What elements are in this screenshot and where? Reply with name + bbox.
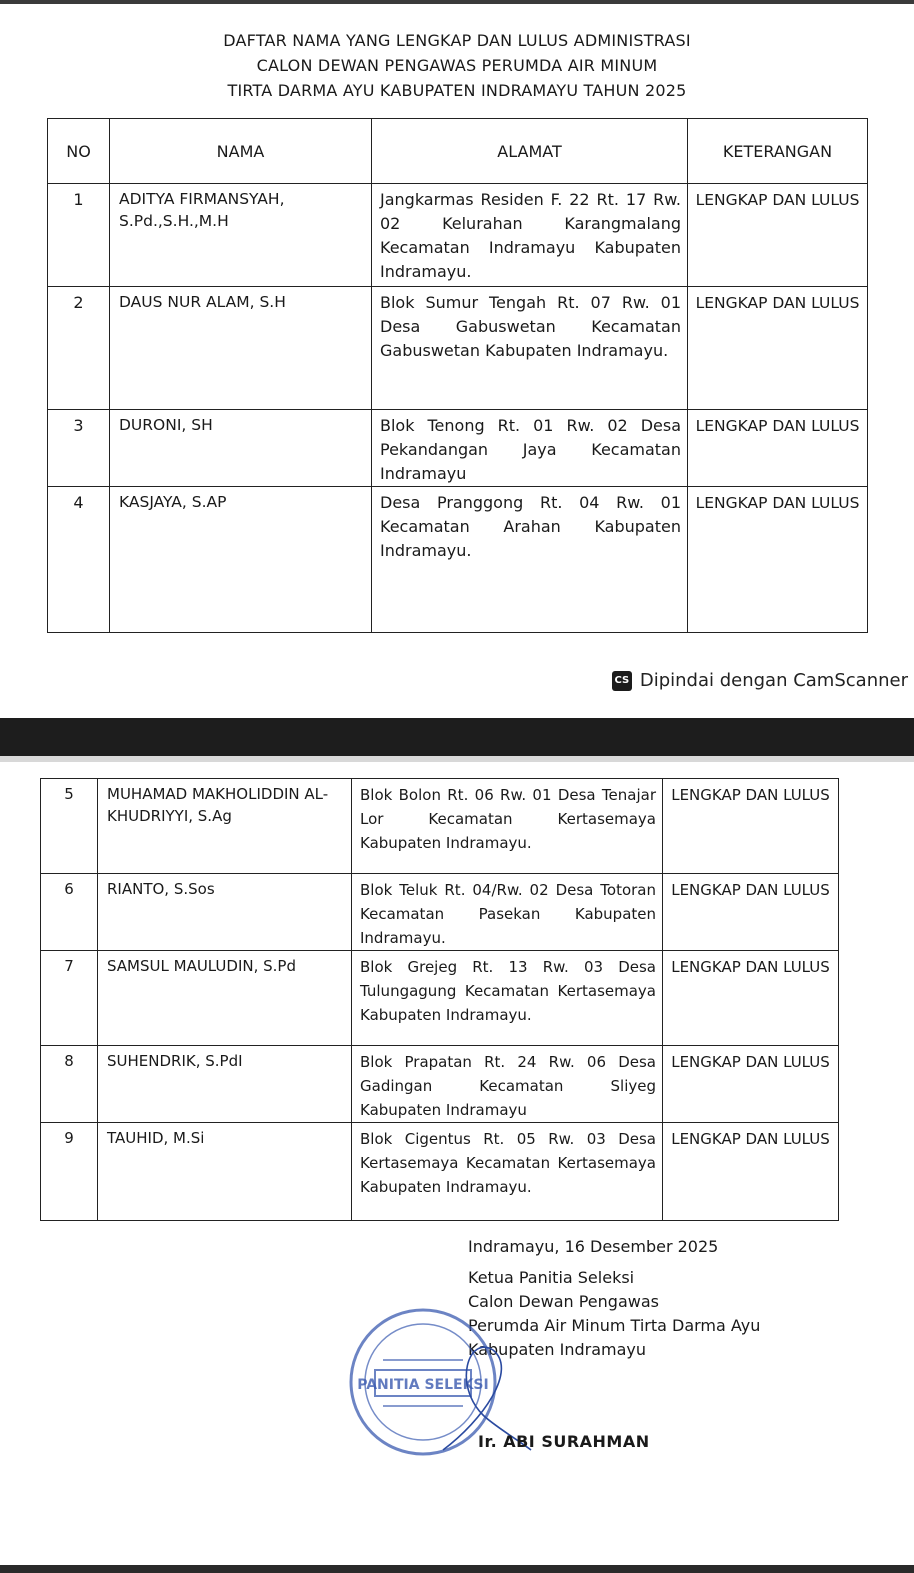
row-no: 1 — [48, 184, 110, 287]
row-keterangan: LENGKAP DAN LULUS — [688, 410, 868, 487]
signatory-name: Ir. ABI SURAHMAN — [478, 1432, 650, 1451]
row-nama: DURONI, SH — [110, 410, 372, 487]
header-no: NO — [48, 119, 110, 184]
stamp-text: PANITIA SELEKSI — [357, 1377, 489, 1393]
signatory-org-line-1: Calon Dewan Pengawas — [468, 1292, 659, 1311]
row-alamat: Jangkarmas Residen F. 22 Rt. 17 Rw. 02 Kelurahan Karangmalang Kecamatan Indramayu Kabupaten Indramayu. — [372, 184, 688, 287]
top-edge — [0, 0, 914, 4]
row-no: 3 — [48, 410, 110, 487]
row-no: 7 — [41, 951, 98, 1046]
row-alamat: Blok Cigentus Rt. 05 Rw. 03 Desa Kertasemaya Kecamatan Kertasemaya Kabupaten Indramayu. — [352, 1123, 663, 1221]
table-row — [41, 779, 839, 874]
table-row — [41, 874, 839, 951]
table-row — [48, 410, 868, 487]
place-date: Indramayu, 16 Desember 2025 — [468, 1237, 719, 1256]
row-alamat: Blok Sumur Tengah Rt. 07 Rw. 01 Desa Gabuswetan Kecamatan Gabuswetan Kabupaten Indramayu. — [372, 287, 688, 410]
signatory-org-line-2: Perumda Air Minum Tirta Darma Ayu — [468, 1316, 761, 1335]
row-keterangan: LENGKAP DAN LULUS — [688, 184, 868, 287]
camscanner-watermark — [612, 670, 908, 691]
title-line-2: CALON DEWAN PENGAWAS PERUMDA AIR MINUM — [256, 56, 658, 75]
row-keterangan: LENGKAP DAN LULUS — [663, 779, 839, 874]
row-no: 5 — [41, 779, 98, 874]
row-nama: RIANTO, S.Sos — [98, 874, 352, 951]
camscanner-text: Dipindai dengan CamScanner — [639, 670, 908, 691]
row-keterangan: LENGKAP DAN LULUS — [663, 1123, 839, 1221]
header-keterangan: KETERANGAN — [688, 119, 868, 184]
row-no: 9 — [41, 1123, 98, 1221]
signatory-role: Ketua Panitia Seleksi — [468, 1268, 635, 1287]
row-no: 8 — [41, 1046, 98, 1123]
row-keterangan: LENGKAP DAN LULUS — [663, 1046, 839, 1123]
title-line-3: TIRTA DARMA AYU KABUPATEN INDRAMAYU TAHUN 2025 — [227, 81, 687, 100]
row-no: 6 — [41, 874, 98, 951]
row-alamat: Blok Grejeg Rt. 13 Rw. 03 Desa Tulungagung Kecamatan Kertasemaya Kabupaten Indramayu. — [352, 951, 663, 1046]
candidate-table-page-1 — [47, 118, 868, 633]
row-nama: DAUS NUR ALAM, S.H — [110, 287, 372, 410]
row-no: 4 — [48, 487, 110, 633]
candidate-table-page-2 — [40, 778, 839, 1221]
table-row — [41, 951, 839, 1046]
row-alamat: Desa Pranggong Rt. 04 Rw. 01 Kecamatan Arahan Kabupaten Indramayu. — [372, 487, 688, 633]
row-alamat: Blok Prapatan Rt. 24 Rw. 06 Desa Gadingan Kecamatan Sliyeg Kabupaten Indramayu — [352, 1046, 663, 1123]
table-row — [41, 1046, 839, 1123]
page-separator — [0, 718, 914, 756]
row-alamat: Blok Bolon Rt. 06 Rw. 01 Desa Tenajar Lor Kecamatan Kertasemaya Kabupaten Indramayu. — [352, 779, 663, 874]
row-alamat: Blok Teluk Rt. 04/Rw. 02 Desa Totoran Kecamatan Pasekan Kabupaten Indramayu. — [352, 874, 663, 951]
row-nama: TAUHID, M.Si — [98, 1123, 352, 1221]
row-keterangan: LENGKAP DAN LULUS — [688, 287, 868, 410]
table-header-row — [48, 119, 868, 184]
table-row — [48, 487, 868, 633]
row-keterangan: LENGKAP DAN LULUS — [663, 951, 839, 1046]
table-row — [48, 184, 868, 287]
row-alamat: Blok Tenong Rt. 01 Rw. 02 Desa Pekandangan Jaya Kecamatan Indramayu — [372, 410, 688, 487]
page-separator-edge — [0, 756, 914, 762]
header-alamat: ALAMAT — [372, 119, 688, 184]
title-line-1: DAFTAR NAMA YANG LENGKAP DAN LULUS ADMINISTRASI — [223, 31, 691, 50]
row-nama: ADITYA FIRMANSYAH, S.Pd.,S.H.,M.H — [110, 184, 372, 287]
row-nama: KASJAYA, S.AP — [110, 487, 372, 633]
table-row — [41, 1123, 839, 1221]
row-nama: SAMSUL MAULUDIN, S.Pd — [98, 951, 352, 1046]
document-title — [0, 28, 914, 103]
row-nama: SUHENDRIK, S.PdI — [98, 1046, 352, 1123]
table-row — [48, 287, 868, 410]
row-nama: MUHAMAD MAKHOLIDDIN AL-KHUDRIYYI, S.Ag — [98, 779, 352, 874]
header-nama: NAMA — [110, 119, 372, 184]
camscanner-logo-icon: CS — [612, 671, 632, 691]
bottom-edge — [0, 1565, 914, 1573]
signatory-org-line-3: Kabupaten Indramayu — [468, 1340, 647, 1359]
row-no: 2 — [48, 287, 110, 410]
row-keterangan: LENGKAP DAN LULUS — [663, 874, 839, 951]
row-keterangan: LENGKAP DAN LULUS — [688, 487, 868, 633]
